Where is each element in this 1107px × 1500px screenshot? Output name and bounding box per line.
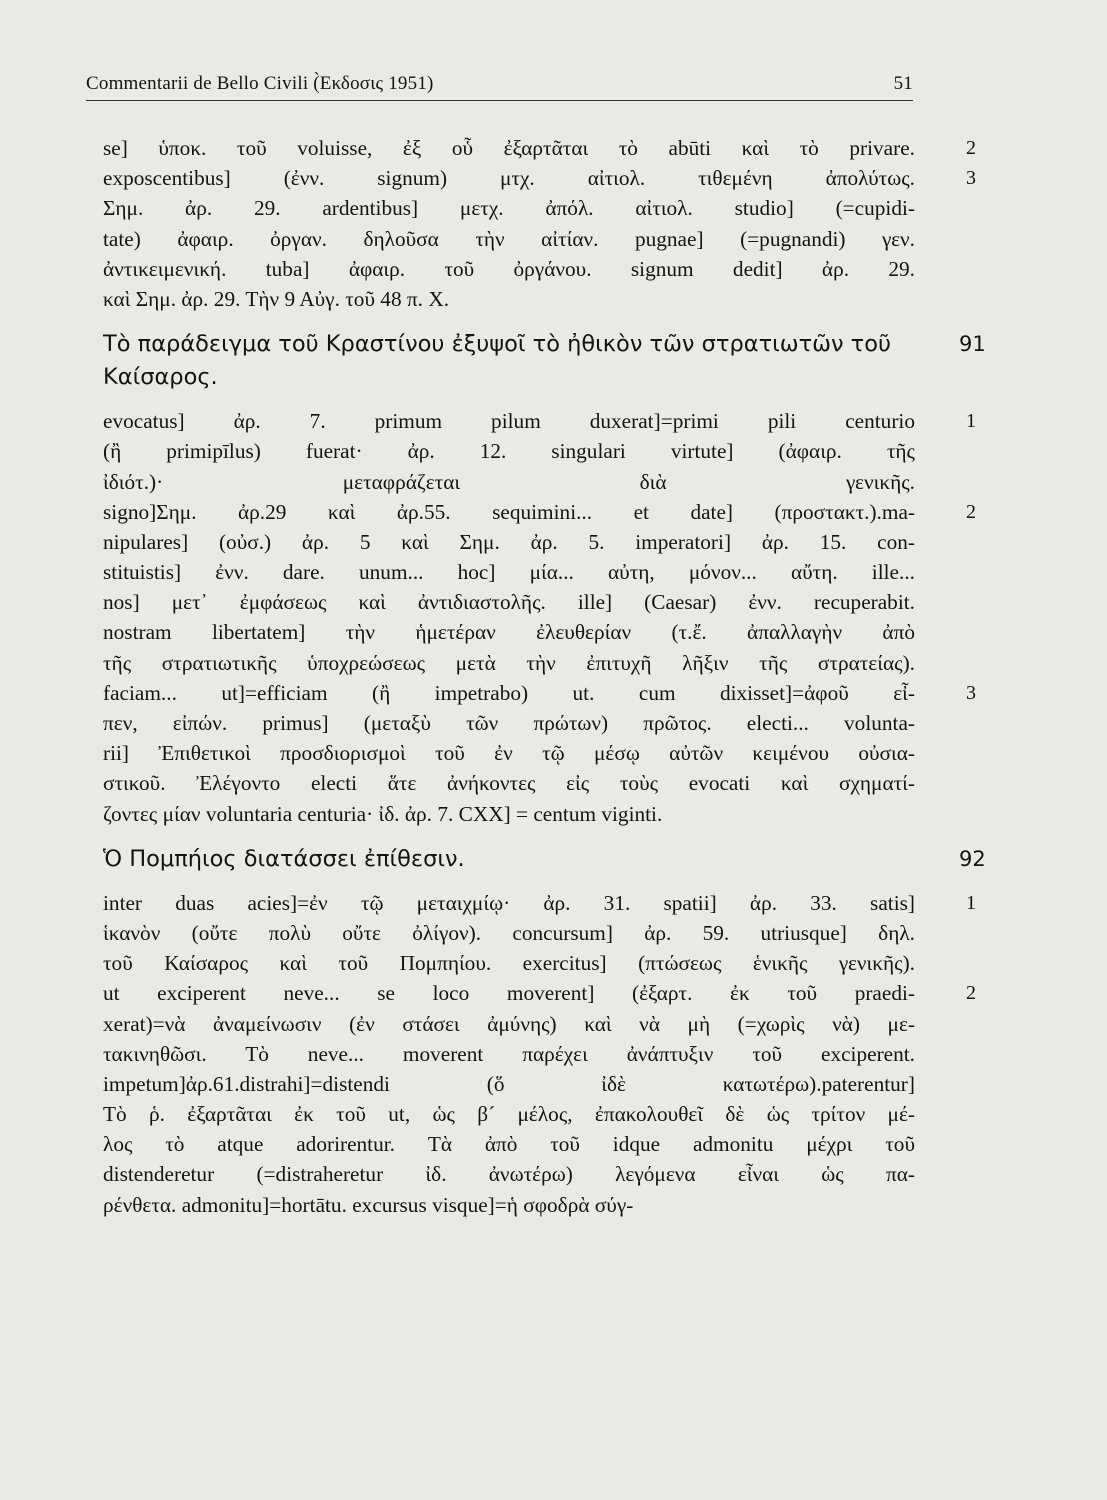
commentary-line: [103, 254, 915, 284]
commentary-line: [103, 738, 915, 768]
line-text: stituistis] ἐνν. dare. unum... hoc] μία... αὐτη, μόνον... αὔτη. ille...: [103, 560, 915, 585]
running-header: [86, 72, 913, 101]
commentary-line: [103, 648, 915, 678]
section-heading-text: Τὸ παράδειγμα τοῦ Κραστίνου ἐξυψοῖ τὸ ἠθικὸν τῶν στρατιωτῶν τοῦ Καίσαρος.: [103, 331, 892, 391]
line-text: signo]Σημ. ἀρ.29 καὶ ἀρ.55. sequimini... et date] (προστακτ.).ma-: [103, 499, 915, 524]
section-number: 91: [959, 332, 986, 357]
commentary-section: [103, 328, 986, 829]
section-heading-text: Ὁ Πομπήιος διατάσσει ἐπίθεσιν.: [103, 845, 465, 872]
line-text: nostram libertatem] τὴν ἡμετέραν ἐλευθερίαν (τ.ἔ. ἀπαλλαγὴν ἀπὸ: [103, 620, 915, 645]
margin-number: 1: [966, 410, 976, 433]
commentary-line: [103, 467, 915, 497]
line-text: exposcentibus] (ἐνν. signum) μτχ. αἰτιολ. τιθεμένη ἀπολύτως.: [103, 166, 915, 191]
commentary-line: [103, 406, 976, 436]
line-text: inter duas acies]=ἐν τῷ μεταιχμίῳ· ἀρ. 31. spatii] ἀρ. 33. satis]: [103, 890, 915, 915]
commentary-line: [103, 436, 915, 466]
commentary-body: [103, 133, 986, 1234]
line-text: τακινηθῶσι. Τὸ neve... moverent παρέχει ἀνάπτυξιν τοῦ exciperent.: [103, 1041, 915, 1066]
line-text: ἱκανὸν (οὔτε πολὺ οὔτε ὀλίγον). concursum] ἀρ. 59. utriusque] δηλ.: [103, 920, 915, 945]
margin-number: 2: [966, 500, 976, 523]
line-text: (ἢ primipīlus) fuerat· ἀρ. 12. singulari virtute] (ἀφαιρ. τῆς: [103, 439, 915, 464]
header-title: Commentarii de Bello Civili (̀Εκδοσις 1951): [86, 73, 434, 94]
commentary-line: [103, 527, 915, 557]
margin-number: 2: [966, 982, 976, 1005]
margin-number: 2: [966, 137, 976, 159]
commentary-section: [103, 843, 986, 1220]
margin-number: 1: [966, 891, 976, 914]
line-text: rii] Ἐπιθετικοὶ προσδιορισμοὶ τοῦ ἐν τῷ μέσῳ αὐτῶν κειμένου οὐσια-: [103, 741, 915, 766]
line-text: ζοντες μίαν voluntaria centuria· ἰδ. ἀρ. 7. CXX] = centum viginti.: [103, 801, 663, 826]
line-text: faciam... ut]=efficiam (ἢ impetrabo) ut. cum dixisset]=ἀφοῦ εἶ-: [103, 680, 915, 705]
commentary-line: [103, 617, 915, 647]
line-text: Τὸ ῥ. ἐξαρτᾶται ἐκ τοῦ ut, ὡς β´ μέλος, ἐπακολουθεῖ δὲ ὡς τρίτον μέ-: [103, 1102, 915, 1127]
commentary-line: [103, 1099, 915, 1129]
commentary-line: [103, 133, 976, 163]
line-text: nipulares] (οὐσ.) ἀρ. 5 καὶ Σημ. ἀρ. 5. imperatori] ἀρ. 15. con-: [103, 529, 915, 554]
line-text: πεν, εἰπών. primus] (μεταξὺ τῶν πρώτων) πρῶτος. electi... volunta-: [103, 711, 915, 735]
commentary-line: [103, 978, 976, 1008]
commentary-line: [103, 1159, 915, 1189]
commentary-line: [103, 768, 915, 798]
section-heading: [103, 328, 986, 394]
commentary-line: [103, 1009, 915, 1039]
commentary-line: [103, 888, 976, 918]
line-text: καὶ Σημ. ἀρ. 29. Τὴν 9 Αὐγ. τοῦ 48 π. Χ.: [103, 286, 450, 311]
line-text: tate) ἀφαιρ. ὀργαν. δηλοῦσα τὴν αἰτίαν. pugnae] (=pugnandi) γεν.: [103, 226, 915, 251]
line-text: ut exciperent neve... se loco moverent] (ἐξαρτ. ἐκ τοῦ praedi-: [103, 981, 915, 1006]
section-heading: [103, 843, 986, 876]
line-text: distenderetur (=distraheretur ἰδ. ἀνωτέρω) λεγόμενα εἶναι ὡς πα-: [103, 1162, 915, 1187]
commentary-line: [103, 678, 976, 708]
line-text: se] ὑποκ. τοῦ voluisse, ἐξ οὗ ἐξαρτᾶται τὸ abūti καὶ τὸ privare.: [103, 136, 915, 160]
line-text: impetum]ἀρ.61.distrahi]=distendi (ὅ ἰδὲ κατωτέρω).paterentur]: [103, 1071, 915, 1096]
commentary-line: [103, 224, 915, 254]
line-text: evocatus] ἀρ. 7. primum pilum duxerat]=primi pili centurio: [103, 409, 915, 434]
commentary-line: [103, 284, 915, 314]
commentary-line: [103, 1039, 915, 1069]
page-number: 51: [893, 73, 913, 94]
line-text: τοῦ Καίσαρος καὶ τοῦ Πομπηίου. exercitus] (πτώσεως ἑνικῆς γενικῆς).: [103, 951, 915, 976]
line-text: ἰδιότ.)· μεταφράζεται διὰ γενικῆς.: [103, 469, 915, 494]
commentary-line: [103, 557, 915, 587]
commentary-line: [103, 799, 915, 829]
commentary-line: [103, 1190, 915, 1220]
commentary-line: [103, 497, 976, 527]
commentary-line: [103, 948, 915, 978]
margin-number: 3: [966, 167, 976, 190]
commentary-line: [103, 193, 915, 223]
line-text: nos] μετ᾽ ἐμφάσεως καὶ ἀντιδιαστολῆς. ille] (Caesar) ἐνν. recuperabit.: [103, 590, 915, 615]
line-text: ρένθετα. admonitu]=hortātu. excursus visque]=ἡ σφοδρὰ σύγ-: [103, 1192, 634, 1217]
commentary-line: [103, 1129, 915, 1159]
section-number: 92: [959, 846, 986, 871]
commentary-section: [103, 133, 983, 314]
commentary-line: [103, 587, 915, 617]
commentary-line: [103, 163, 976, 193]
commentary-line: [103, 1069, 915, 1099]
margin-number: 3: [966, 681, 976, 704]
line-text: xerat)=νὰ ἀναμείνωσιν (ἐν στάσει ἀμύνης) καὶ νὰ μὴ (=χωρὶς νὰ) με-: [103, 1011, 915, 1036]
line-text: στικοῦ. Ἐλέγοντο electi ἅτε ἀνήκοντες εἰς τοὺς evocati καὶ σχηματί-: [103, 771, 915, 796]
commentary-line: [103, 918, 915, 948]
commentary-line: [103, 708, 915, 738]
line-text: ἀντικειμενική. tuba] ἀφαιρ. τοῦ ὀργάνου. signum dedit] ἀρ. 29.: [103, 256, 915, 281]
line-text: Σημ. ἀρ. 29. ardentibus] μετχ. ἀπόλ. αἰτιολ. studio] (=cupidi-: [103, 196, 915, 221]
line-text: λος τὸ atque adorirentur. Τὰ ἀπὸ τοῦ idque admonitu μέχρι τοῦ: [103, 1132, 915, 1157]
line-text: τῆς στρατιωτικῆς ὑποχρεώσεως μετὰ τὴν ἐπιτυχῆ λῆξιν τῆς στρατείας).: [103, 650, 915, 675]
